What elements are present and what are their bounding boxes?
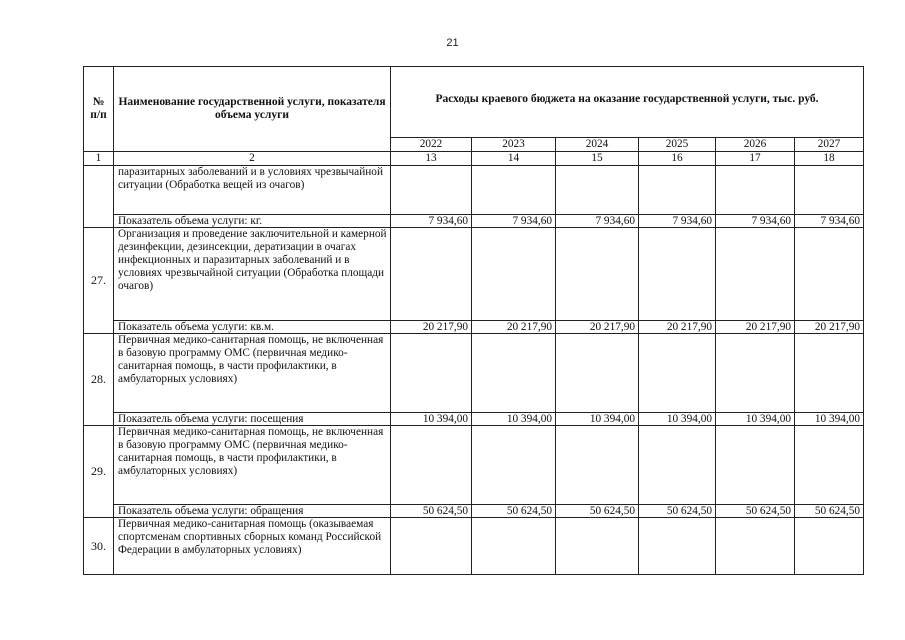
year-cell: 2025 — [639, 138, 716, 152]
indicator-value: 7 934,60 — [391, 215, 472, 228]
empty-cell — [391, 426, 472, 505]
empty-cell — [556, 166, 639, 215]
year-cell: 2026 — [716, 138, 795, 152]
indicator-row — [84, 413, 864, 426]
indicator-label: Показатель объема услуги: кг. — [114, 215, 391, 228]
empty-cell — [472, 518, 556, 575]
service-row — [84, 426, 864, 505]
empty-cell — [795, 228, 864, 321]
indicator-value: 7 934,60 — [639, 215, 716, 228]
page-number: 21 — [446, 37, 459, 49]
indicator-value: 10 394,00 — [556, 413, 639, 426]
empty-cell — [795, 334, 864, 413]
service-row — [84, 518, 864, 575]
row-number: 30. — [84, 518, 114, 575]
service-description: Первичная медико-санитарная помощь, не включенная в базовую программу ОМС (первичная медико-санитарная помощь, в части профилактики, в амбулаторных условиях) — [114, 334, 391, 413]
empty-cell — [639, 166, 716, 215]
year-cell: 2022 — [391, 138, 472, 152]
indicator-label: Показатель объема услуги: посещения — [114, 413, 391, 426]
column-number: 16 — [639, 152, 716, 166]
empty-cell — [716, 228, 795, 321]
indicator-value: 7 934,60 — [795, 215, 864, 228]
empty-cell — [716, 166, 795, 215]
indicator-label: Показатель объема услуги: кв.м. — [114, 321, 391, 334]
empty-cell — [391, 334, 472, 413]
row-number: 29. — [84, 426, 114, 518]
year-cell: 2027 — [795, 138, 864, 152]
header-number: № п/п — [84, 67, 114, 152]
indicator-value: 50 624,50 — [639, 505, 716, 518]
column-number: 2 — [114, 152, 391, 166]
column-number-row — [84, 152, 864, 166]
indicator-value: 10 394,00 — [391, 413, 472, 426]
empty-cell — [472, 228, 556, 321]
empty-cell — [391, 228, 472, 321]
empty-cell — [391, 518, 472, 575]
empty-cell — [556, 228, 639, 321]
service-row — [84, 334, 864, 413]
indicator-value: 50 624,50 — [391, 505, 472, 518]
indicator-row — [84, 505, 864, 518]
empty-cell — [795, 166, 864, 215]
service-description: Первичная медико-санитарная помощь (оказываемая спортсменам спортивных сборных команд Российской Федерации в амбулаторных условиях) — [114, 518, 391, 575]
empty-cell — [716, 426, 795, 505]
year-cell: 2023 — [472, 138, 556, 152]
empty-cell — [716, 518, 795, 575]
indicator-value: 7 934,60 — [472, 215, 556, 228]
indicator-row — [84, 215, 864, 228]
row-number — [84, 166, 114, 228]
indicator-value: 10 394,00 — [716, 413, 795, 426]
row-number: 28. — [84, 334, 114, 426]
indicator-value: 10 394,00 — [795, 413, 864, 426]
service-row — [84, 166, 864, 215]
column-number: 15 — [556, 152, 639, 166]
empty-cell — [556, 334, 639, 413]
empty-cell — [556, 518, 639, 575]
empty-cell — [639, 228, 716, 321]
empty-cell — [795, 426, 864, 505]
indicator-value: 50 624,50 — [472, 505, 556, 518]
indicator-value: 10 394,00 — [639, 413, 716, 426]
empty-cell — [391, 166, 472, 215]
indicator-value: 50 624,50 — [716, 505, 795, 518]
header-row — [84, 67, 864, 138]
service-row — [84, 228, 864, 321]
column-number: 18 — [795, 152, 864, 166]
empty-cell — [472, 426, 556, 505]
empty-cell — [556, 426, 639, 505]
row-number: 27. — [84, 228, 114, 334]
service-description: Первичная медико-санитарная помощь, не включенная в базовую программу ОМС (первичная медико-санитарная помощь, в части профилактики, в амбулаторных условиях) — [114, 426, 391, 505]
header-expenses: Расходы краевого бюджета на оказание государственной услуги, тыс. руб. — [391, 67, 864, 138]
indicator-value: 7 934,60 — [716, 215, 795, 228]
indicator-value: 20 217,90 — [639, 321, 716, 334]
indicator-value: 20 217,90 — [795, 321, 864, 334]
service-description: Организация и проведение заключительной и камерной дезинфекции, дезинсекции, дератизации в очагах инфекционных и паразитарных заболеваний и в условиях чрезвычайной ситуации (Обработка площади очагов) — [114, 228, 391, 321]
service-description: паразитарных заболеваний и в условиях чрезвычайной ситуации (Обработка вещей из очагов) — [114, 166, 391, 215]
empty-cell — [472, 166, 556, 215]
column-number: 17 — [716, 152, 795, 166]
empty-cell — [795, 518, 864, 575]
year-cell: 2024 — [556, 138, 639, 152]
empty-cell — [639, 334, 716, 413]
indicator-value: 20 217,90 — [556, 321, 639, 334]
budget-table — [83, 66, 864, 575]
indicator-value: 10 394,00 — [472, 413, 556, 426]
indicator-label: Показатель объема услуги: обращения — [114, 505, 391, 518]
indicator-value: 50 624,50 — [795, 505, 864, 518]
indicator-value: 20 217,90 — [391, 321, 472, 334]
indicator-value: 7 934,60 — [556, 215, 639, 228]
header-service-name: Наименование государственной услуги, показателя объема услуги — [114, 67, 391, 152]
empty-cell — [639, 518, 716, 575]
empty-cell — [716, 334, 795, 413]
column-number: 13 — [391, 152, 472, 166]
indicator-value: 50 624,50 — [556, 505, 639, 518]
indicator-value: 20 217,90 — [472, 321, 556, 334]
indicator-row — [84, 321, 864, 334]
indicator-value: 20 217,90 — [716, 321, 795, 334]
column-number: 1 — [84, 152, 114, 166]
empty-cell — [639, 426, 716, 505]
empty-cell — [472, 334, 556, 413]
column-number: 14 — [472, 152, 556, 166]
